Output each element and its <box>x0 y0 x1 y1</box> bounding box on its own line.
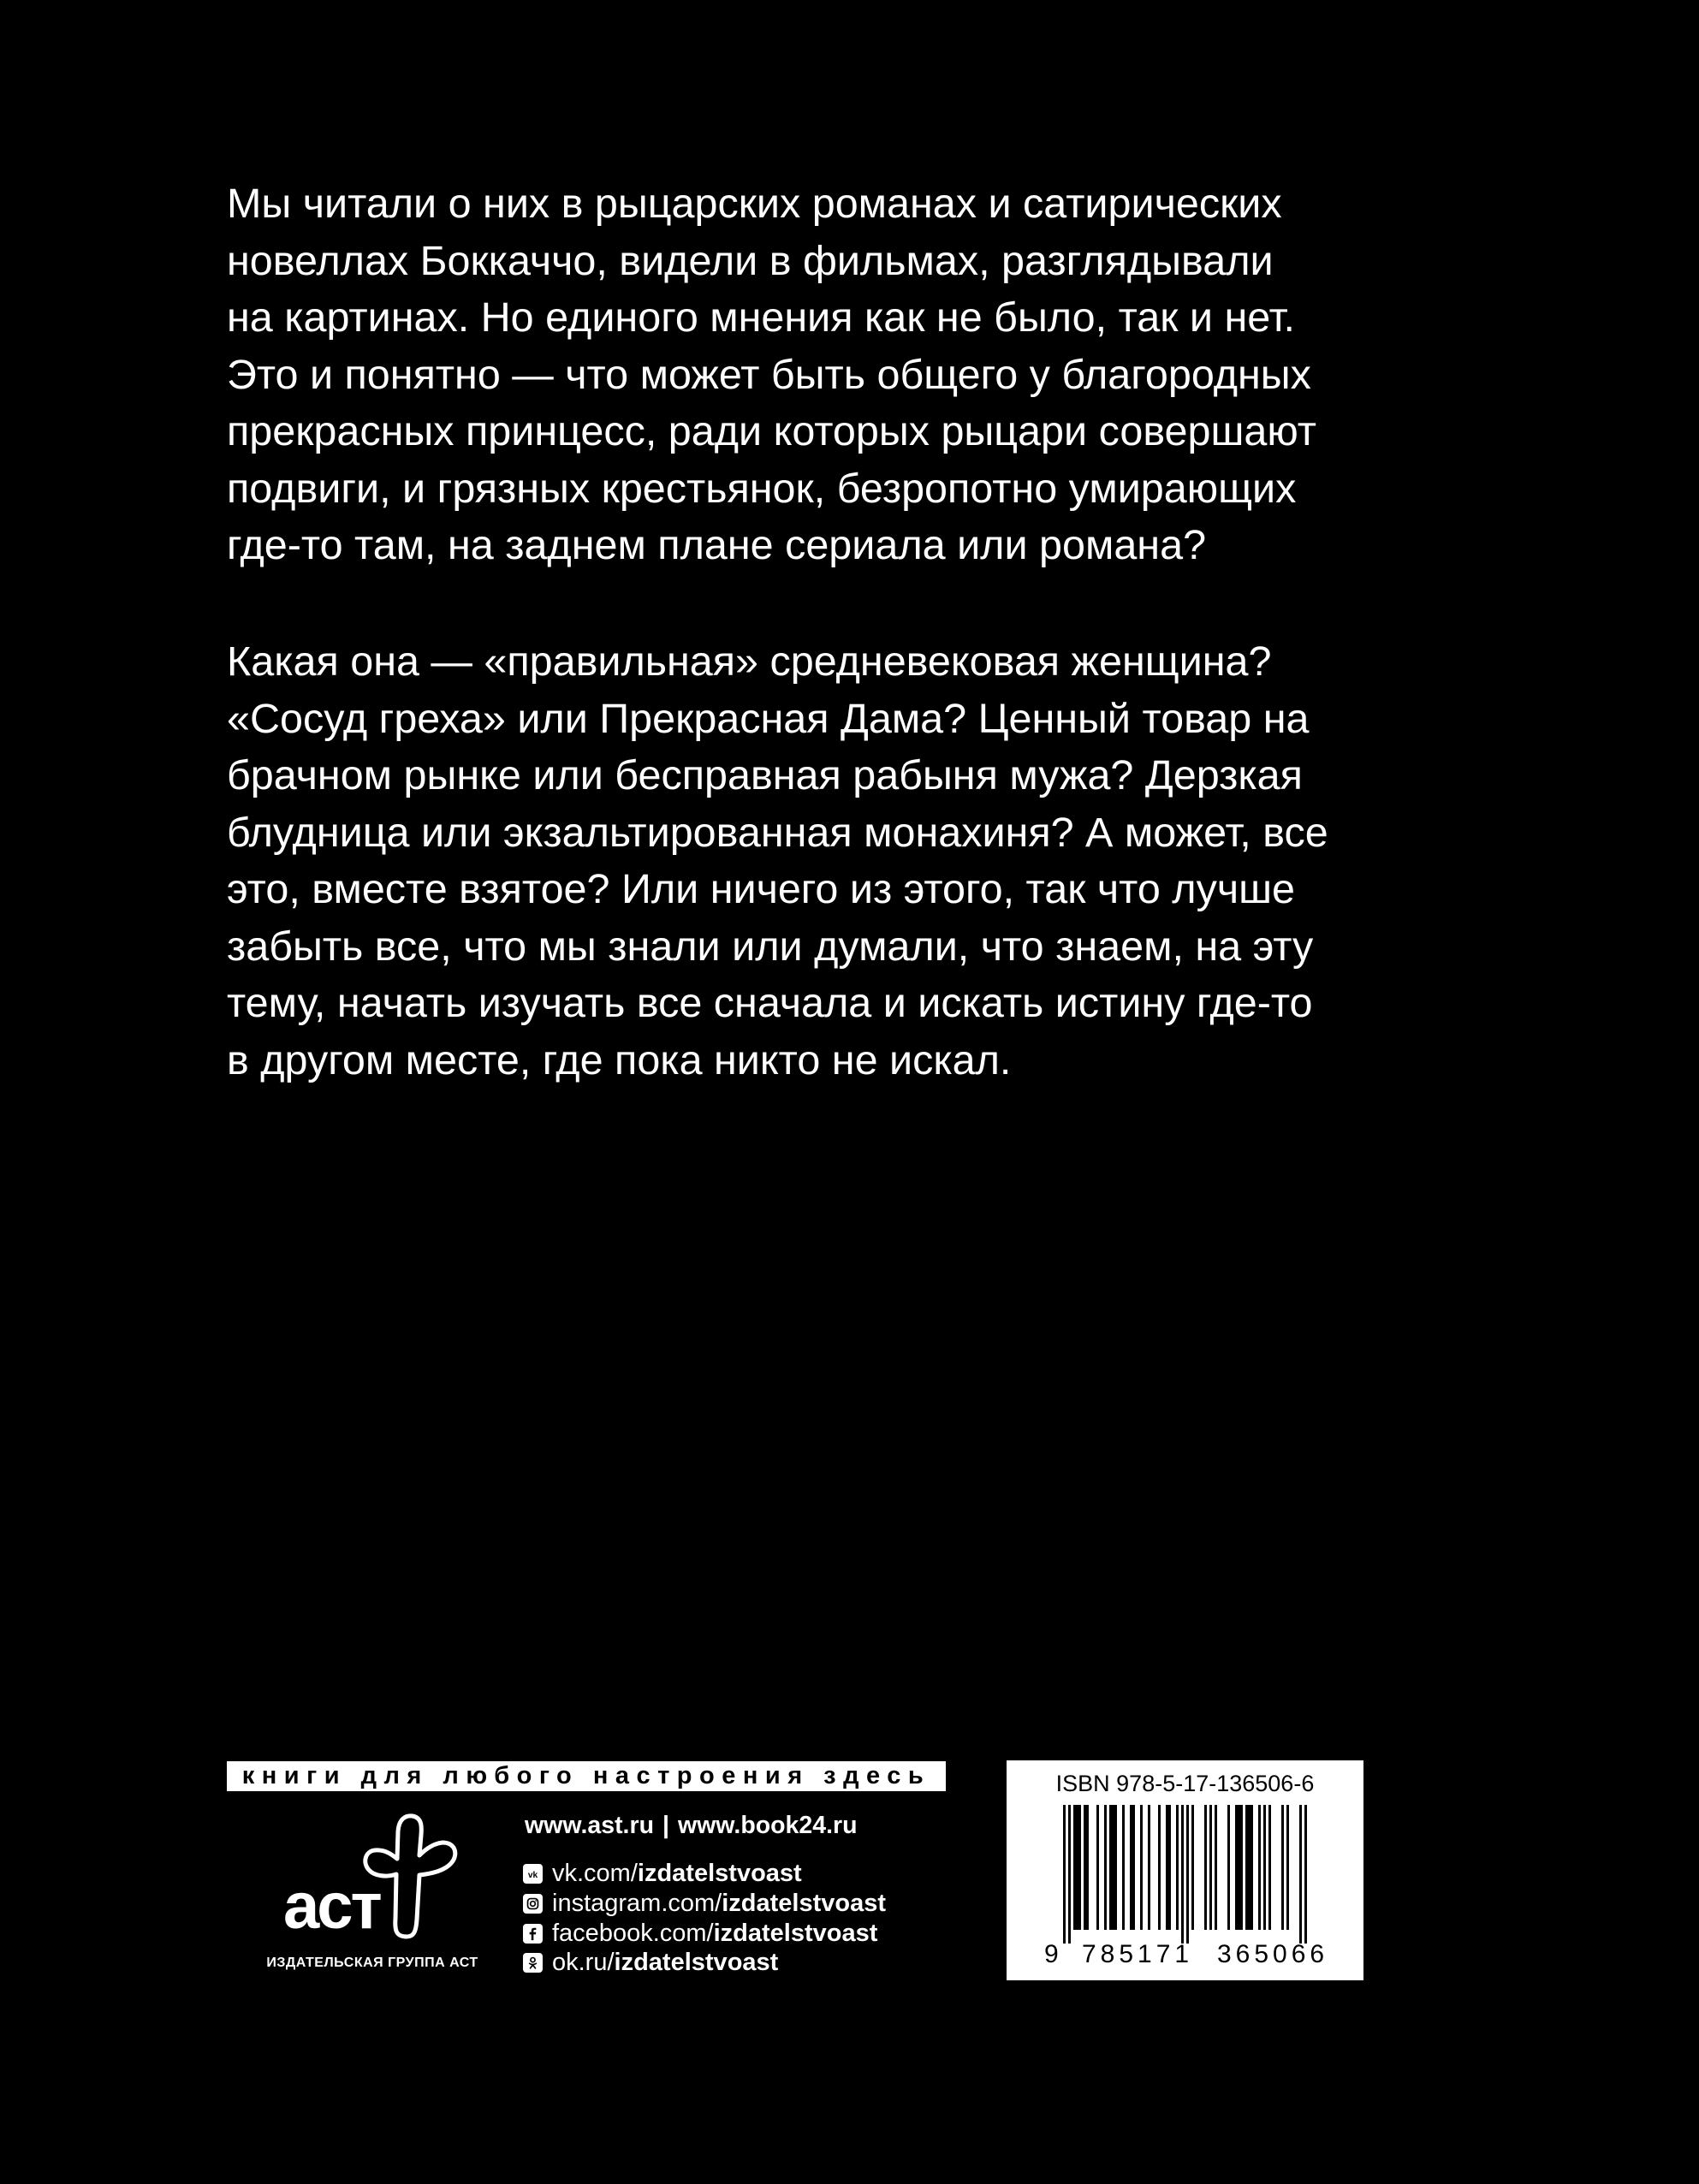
social-prefix: ok.ru/ <box>552 1949 615 1976</box>
barcode-bar <box>1191 1805 1194 1930</box>
barcode-bar <box>1248 1805 1250 1930</box>
barcode-bar <box>1076 1805 1078 1930</box>
text-line: это, вместе взятое? Или ничего из этого, так что лучше <box>227 866 1295 912</box>
barcode-bar <box>1204 1805 1207 1930</box>
website-link[interactable]: www.ast.ru <box>525 1812 654 1839</box>
text-line: Какая она — «правильная» средневековая женщина? <box>227 638 1272 685</box>
link-separator: | <box>662 1812 669 1839</box>
website-links <box>525 1812 858 1840</box>
barcode-bar <box>1084 1805 1086 1930</box>
description-paragraph-1 <box>227 175 1391 574</box>
social-handle: izdatelstvoast <box>722 1890 887 1917</box>
barcode-digit-group: 785171 <box>1082 1940 1194 1968</box>
barcode-bar <box>1112 1805 1114 1930</box>
text-line: блудница или экзальтированная монахиня? А может, все <box>227 809 1328 856</box>
text-line: забыть все, что мы знали или думали, что знаем, на эту <box>227 923 1314 970</box>
barcode-bar <box>1148 1805 1150 1930</box>
svg-text:vk: vk <box>527 1870 538 1880</box>
barcode-bar <box>1096 1805 1099 1930</box>
barcode-bar <box>1132 1805 1135 1930</box>
barcode-bar <box>1215 1805 1217 1930</box>
barcode-bar <box>1168 1805 1171 1930</box>
barcode-bar <box>1263 1805 1266 1930</box>
ast-logo <box>278 1813 466 1941</box>
social-link-instagram[interactable] <box>523 1890 886 1918</box>
text-line: Это и понятно — что может быть общего у благородных <box>227 351 1311 398</box>
barcode-bar <box>1104 1805 1107 1930</box>
barcode-bar <box>1166 1805 1168 1930</box>
text-line: новеллах Боккаччо, видели в фильмах, разглядывали <box>227 237 1274 284</box>
vk-icon <box>523 1864 543 1884</box>
social-handle: izdatelstvoast <box>713 1920 878 1947</box>
barcode-bar <box>1304 1805 1307 1944</box>
barcode-bar <box>1268 1805 1271 1930</box>
barcode-bar <box>1130 1805 1132 1930</box>
text-line: брачном рынке или бесправная рабыня мужа? Дерзкая <box>227 752 1303 798</box>
barcode-bar <box>1250 1805 1253 1930</box>
barcode-bar <box>1176 1805 1179 1930</box>
barcode-bar <box>1186 1805 1189 1944</box>
social-link-odnoklassniki[interactable] <box>523 1949 778 1977</box>
website-link[interactable]: www.book24.ru <box>677 1812 858 1839</box>
social-handle: izdatelstvoast <box>637 1860 802 1887</box>
social-link-vk[interactable] <box>523 1860 802 1888</box>
barcode-bar <box>1281 1805 1284 1930</box>
barcode-bar <box>1158 1805 1161 1930</box>
barcode-bar <box>1068 1805 1071 1944</box>
text-line: где-то там, на заднем плане сериала или романа? <box>227 522 1207 568</box>
instagram-icon <box>523 1894 543 1914</box>
barcode-digit-group: 365066 <box>1217 1940 1329 1968</box>
text-line: прекрасных принцесс, ради которых рыцари совершают <box>227 408 1316 454</box>
barcode-bar <box>1181 1805 1184 1944</box>
text-line: тему, начать изучать все сначала и искать истину где-то <box>227 980 1313 1026</box>
text-line: подвиги, и грязных крестьянок, безропотно умирающих <box>227 465 1297 512</box>
isbn-label: ISBN 978-5-17-136506-6 <box>1055 1771 1315 1796</box>
barcode-digit-group: 9 <box>1044 1940 1059 1968</box>
barcode-bar <box>1286 1805 1289 1930</box>
barcode-bar <box>1299 1805 1302 1944</box>
logo-text: аст <box>283 1870 380 1941</box>
description-paragraph-2 <box>227 633 1391 1089</box>
barcode-bar <box>1073 1805 1076 1930</box>
isbn-barcode-panel <box>1007 1760 1363 1980</box>
barcode-bar <box>1140 1805 1143 1930</box>
social-prefix: facebook.com/ <box>552 1920 714 1947</box>
facebook-icon <box>523 1924 543 1944</box>
barcode-bar <box>1109 1805 1112 1930</box>
tagline-text: книги для любого настроения здесь <box>241 1762 931 1789</box>
social-prefix: vk.com/ <box>552 1860 638 1887</box>
barcode-bar <box>1114 1805 1117 1930</box>
text-line: Мы читали о них в рыцарских романах и сатирических <box>227 181 1282 227</box>
barcode-bar <box>1258 1805 1261 1930</box>
barcode-bar <box>1227 1805 1230 1930</box>
barcode-bar <box>1086 1805 1089 1930</box>
barcode-bar <box>1063 1805 1066 1944</box>
tagline-bar <box>227 1761 946 1791</box>
barcode-bar <box>1078 1805 1081 1930</box>
social-link-facebook[interactable] <box>523 1920 877 1948</box>
barcode-bar <box>1240 1805 1243 1930</box>
publisher-group-name: ИЗДАТЕЛЬСКАЯ ГРУППА АСТ <box>266 1956 478 1970</box>
barcode-bar <box>1238 1805 1240 1930</box>
barcode-digits <box>1044 1940 1352 1974</box>
social-prefix: instagram.com/ <box>552 1890 722 1917</box>
text-line: в другом месте, где пока никто не искал. <box>227 1036 1012 1083</box>
text-line: «Сосуд греха» или Прекрасная Дама? Ценный товар на <box>227 695 1310 742</box>
barcode-bar <box>1245 1805 1248 1930</box>
barcode-bar <box>1235 1805 1238 1930</box>
barcode-bar <box>1209 1805 1212 1930</box>
social-handle: izdatelstvoast <box>614 1949 779 1976</box>
barcode-bar <box>1122 1805 1125 1930</box>
text-line: на картинах. Но единого мнения как не было, так и нет. <box>227 294 1295 341</box>
barcode-image <box>1060 1805 1313 1945</box>
odnoklassniki-icon <box>523 1953 543 1973</box>
